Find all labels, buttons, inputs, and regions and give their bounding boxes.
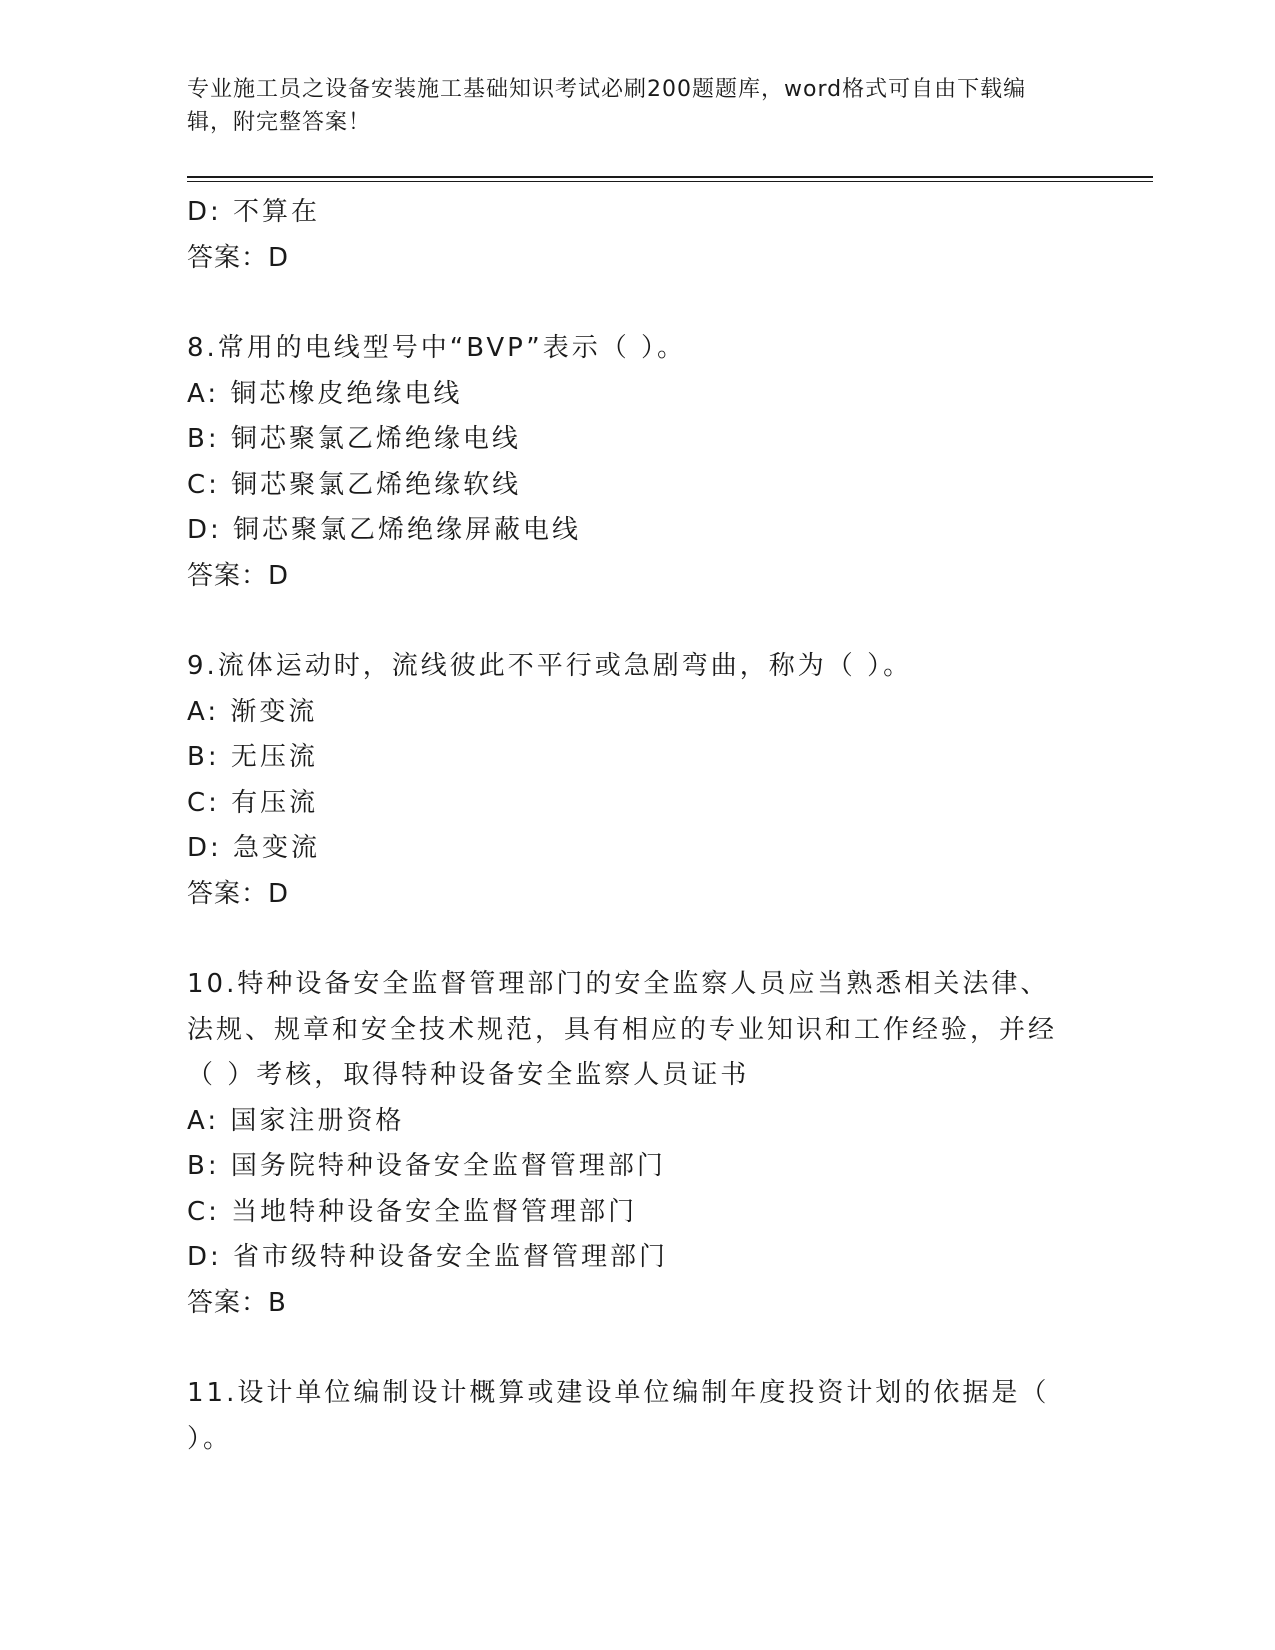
answer: 答案：D: [187, 242, 290, 273]
question-7-tail: [187, 190, 1087, 281]
option-b: B: 铜芯聚氯乙烯绝缘电线: [187, 424, 521, 454]
option-a: A: 渐变流: [187, 696, 318, 727]
option-c: C: 有压流: [187, 787, 319, 818]
question-11: [187, 1371, 1087, 1462]
question-text: 9.流体运动时，流线彼此不平行或急剧弯曲，称为（ ）。: [187, 651, 913, 681]
question-text: 10.特种设备安全监督管理部门的安全监察人员应当熟悉相关法律、法规、规章和安全技术规范，具有相应的专业知识和工作经验，并经（ ）考核，取得特种设备安全监察人员证书: [187, 969, 1058, 1090]
option-b: B: 国务院特种设备安全监督管理部门: [187, 1151, 666, 1181]
option-a: A: 国家注册资格: [187, 1105, 405, 1136]
question-9: [187, 644, 1087, 917]
option-d: D: 急变流: [187, 833, 321, 863]
question-list: [187, 190, 1087, 1462]
document-header: 专业施工员之设备安装施工基础知识考试必刷200题题库，word格式可自由下载编辑，附完整答案！: [187, 77, 1027, 135]
option-d: D: 省市级特种设备安全监督管理部门: [187, 1242, 669, 1272]
header-divider: [187, 176, 1153, 178]
answer: 答案：B: [187, 1287, 287, 1318]
question-text: 11.设计单位编制设计概算或建设单位编制年度投资计划的依据是（ ）。: [187, 1378, 1050, 1454]
question-8: [187, 326, 1087, 599]
option-c: C: 铜芯聚氯乙烯绝缘软线: [187, 469, 522, 500]
option-c: C: 当地特种设备安全监督管理部门: [187, 1196, 638, 1227]
option-d: D: 不算在: [187, 197, 321, 227]
answer: 答案：D: [187, 878, 290, 909]
option-d: D: 铜芯聚氯乙烯绝缘屏蔽电线: [187, 515, 582, 545]
option-b: B: 无压流: [187, 742, 318, 772]
option-a: A: 铜芯橡皮绝缘电线: [187, 378, 463, 409]
question-10: [187, 962, 1087, 1326]
header-divider-thin: [187, 181, 1153, 182]
question-text: 8.常用的电线型号中“BVP”表示（ ）。: [187, 333, 686, 363]
answer: 答案：D: [187, 560, 290, 591]
